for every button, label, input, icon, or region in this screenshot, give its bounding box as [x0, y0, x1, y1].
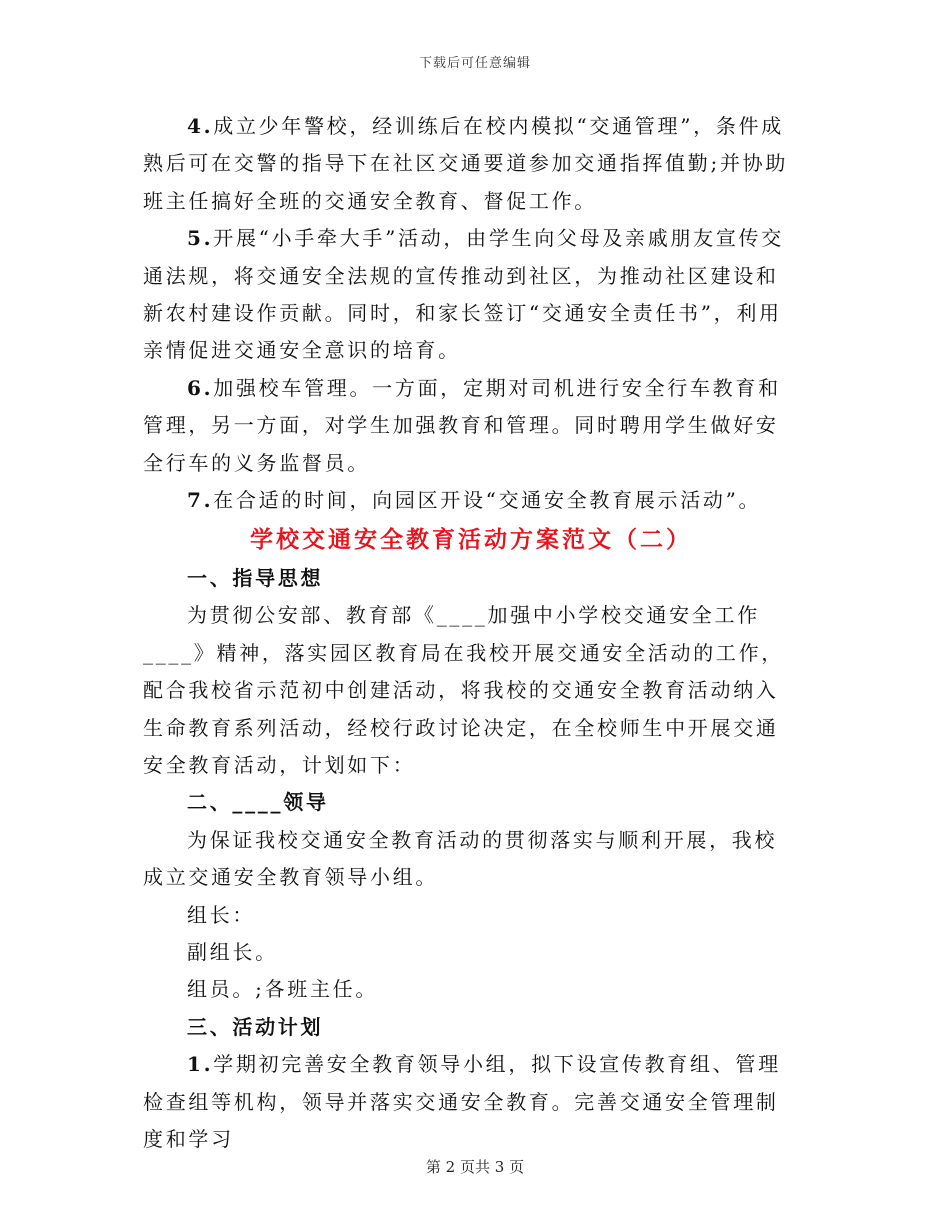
document-body	[143, 108, 799, 1158]
heading-guiding-ideology: 一、指导思想	[187, 565, 324, 590]
list-item-7	[143, 482, 799, 519]
list-item-5	[143, 220, 799, 370]
section-title: 学校交通安全教育活动方案范文（二）	[250, 526, 692, 554]
item-text: 学期初完善安全教育领导小组，拟下设宣传教育组、管理检查组等机构，领导并落实交通安全教育。完善交通安全管理制度和学习	[143, 1052, 781, 1151]
paragraph-guiding-ideology: 为贯彻公安部、教育部《____加强中小学校交通安全工作____》精神，落实园区教育局在我校开展交通安全活动的工作，配合我校省示范初中创建活动，将我校的交通安全教育活动纳入生命教育系列活动，经校行政讨论决定，在全校师生中开展交通安全教育活动，计划如下：	[143, 603, 784, 777]
paragraph-leadership: 为保证我校交通安全教育活动的贯彻落实与顺利开展，我校成立交通安全教育领导小组。	[143, 827, 778, 890]
heading-activity-plan: 三、活动计划	[187, 1014, 324, 1039]
item-text: 成立少年警校，经训练后在校内模拟“交通管理”，条件成熟后可在交警的指导下在社区交通要道参加交通指挥值勤;并协助班主任搞好全班的交通安全教育、督促工作。	[143, 114, 789, 213]
heading-leadership: 二、____领导	[187, 790, 329, 815]
leader-line: 组长：	[187, 902, 256, 927]
page-footer: 第 2 页共 3 页	[425, 1158, 525, 1176]
item-text: 在合适的时间，向园区开设“交通安全教育展示活动”。	[213, 488, 762, 513]
item-number: 7.	[187, 488, 214, 513]
item-number: 6.	[187, 375, 214, 400]
members-line: 组员。;各班主任。	[187, 977, 379, 1002]
list-item-4	[143, 108, 799, 220]
item-text: 加强校车管理。一方面，定期对司机进行安全行车教育和管理，另一方面，对学生加强教育和管理。同时聘用学生做好安全行车的义务监督员。	[143, 375, 781, 475]
page-header: 下载后可任意编辑	[418, 56, 531, 71]
vice-leader-line: 副组长。	[187, 939, 278, 964]
list-item-6	[143, 370, 799, 482]
item-number: 5.	[187, 226, 214, 251]
item-number: 4.	[187, 114, 214, 138]
item-number: 1.	[187, 1052, 214, 1077]
list-item-1	[143, 1046, 799, 1158]
item-text: 开展“小手牵大手”活动，由学生向父母及亲戚朋友宣传交通法规，将交通安全法规的宣传推动到社区，为推动社区建设和新农村建设作贡献。同时，和家长签订“交通安全责任书”，利用亲情促进交通安全意识的培育。	[143, 226, 784, 363]
